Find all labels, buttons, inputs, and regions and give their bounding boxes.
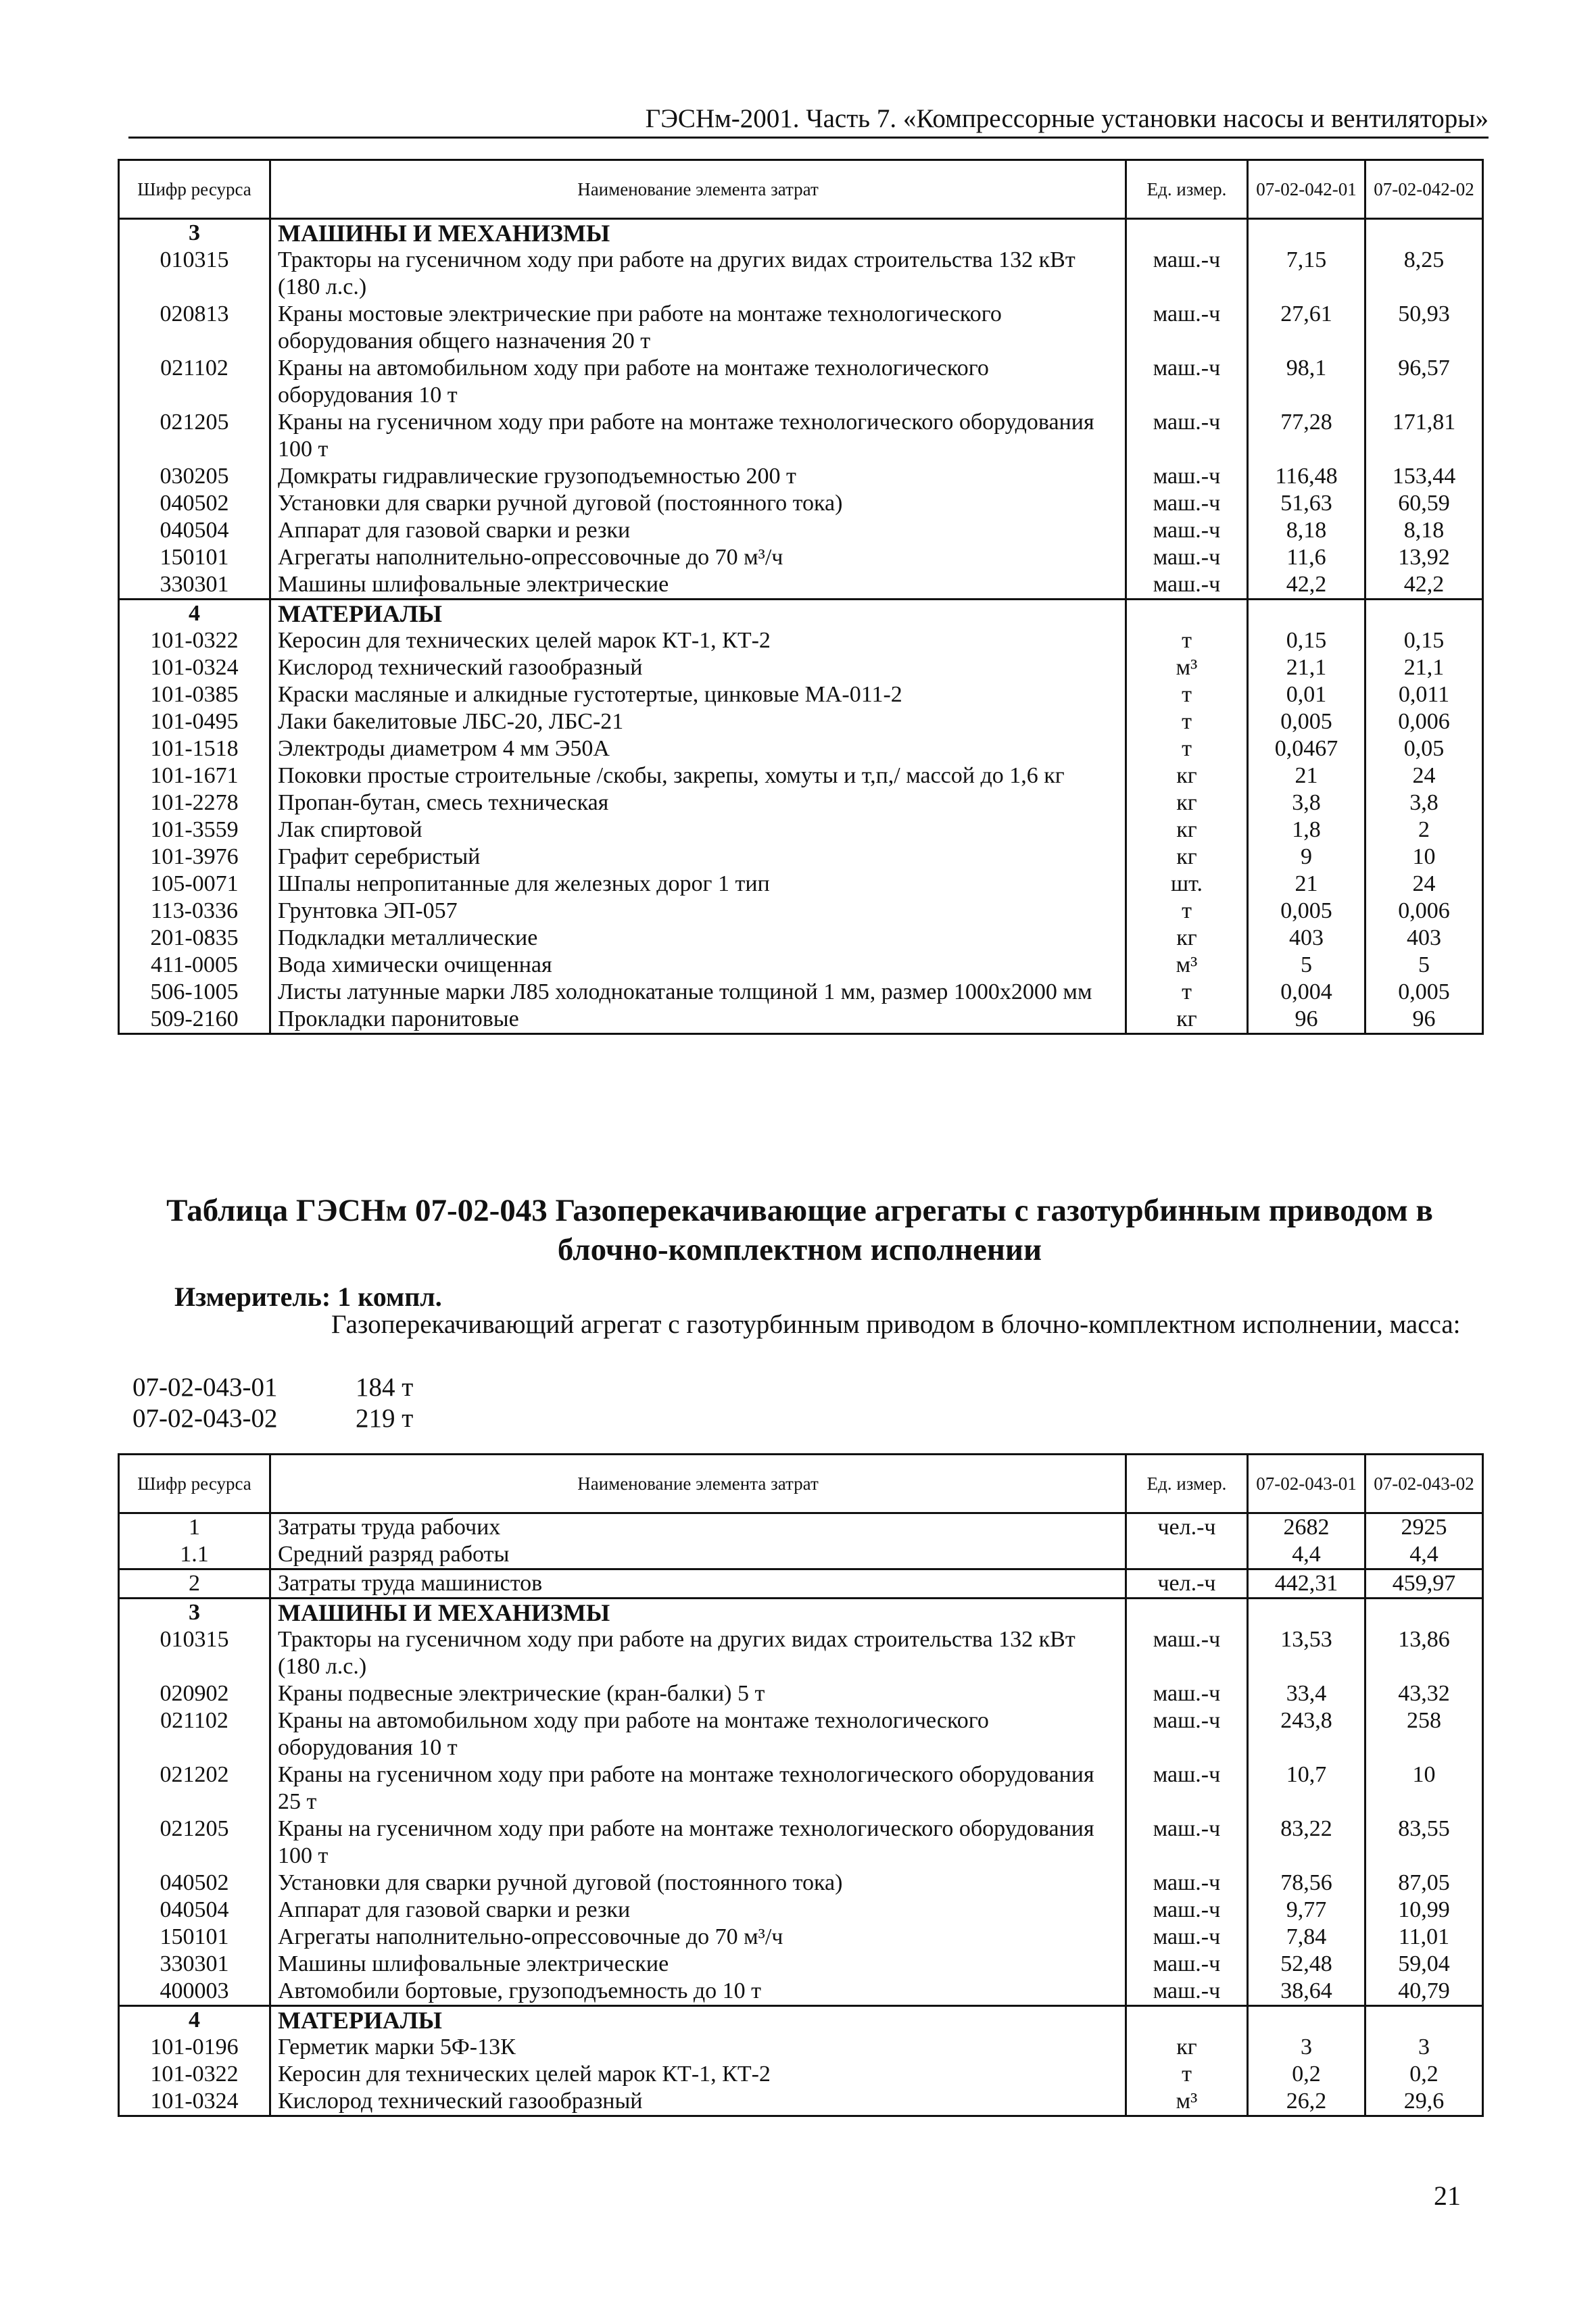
value-variant-2: 4,4 [1365, 1541, 1483, 1569]
value-variant-2: 50,93 [1365, 301, 1483, 355]
value-variant-1: 27,61 [1248, 301, 1365, 355]
value-variant-1: 0,0467 [1248, 735, 1365, 762]
unit-cell: маш.-ч [1126, 571, 1248, 600]
resource-name: Тракторы на гусеничном ходу при работе на других видах строительства 132 кВт (180 л.с.) [270, 1626, 1126, 1680]
column-header-variant-2: 07-02-043-02 [1365, 1455, 1483, 1513]
resource-code: 330301 [119, 1951, 270, 1978]
value-variant-1: 1,8 [1248, 817, 1365, 844]
unit-cell: маш.-ч [1126, 1870, 1248, 1897]
table-row [119, 2034, 1483, 2061]
table-row [119, 2061, 1483, 2088]
resource-code: 010315 [119, 1626, 270, 1680]
resource-name: Краски масляные и алкидные густотертые, цинковые МА-011-2 [270, 681, 1126, 708]
resource-code: 040504 [119, 517, 270, 544]
value-variant-2: 0,011 [1365, 681, 1483, 708]
unit-cell: т [1126, 898, 1248, 925]
value-variant-2 [1365, 1599, 1483, 1627]
table-row [119, 789, 1483, 817]
value-variant-1: 11,6 [1248, 544, 1365, 571]
value-variant-2: 40,79 [1365, 1978, 1483, 2006]
table-row [119, 1626, 1483, 1680]
value-variant-2: 10 [1365, 844, 1483, 871]
resource-code: 113-0336 [119, 898, 270, 925]
table-row [119, 627, 1483, 654]
value-variant-1 [1248, 2006, 1365, 2034]
value-variant-1: 0,005 [1248, 708, 1365, 735]
resource-name: Пропан-бутан, смесь техническая [270, 789, 1126, 817]
value-variant-2: 10 [1365, 1761, 1483, 1816]
table-row [119, 1816, 1483, 1870]
unit-cell: чел.-ч [1126, 1513, 1248, 1542]
value-variant-1: 98,1 [1248, 355, 1365, 409]
value-variant-1: 3,8 [1248, 789, 1365, 817]
value-variant-1: 3 [1248, 2034, 1365, 2061]
table-header-row [119, 160, 1483, 219]
table-row [119, 925, 1483, 952]
value-variant-1: 9,77 [1248, 1897, 1365, 1924]
resource-name: Тракторы на гусеничном ходу при работе на других видах строительства 132 кВт (180 л.с.) [270, 247, 1126, 301]
table-row [119, 544, 1483, 571]
value-variant-2: 0,15 [1365, 627, 1483, 654]
value-variant-1 [1248, 219, 1365, 247]
value-variant-2: 0,05 [1365, 735, 1483, 762]
measurement-unit: Измеритель: 1 компл. [174, 1282, 442, 1312]
unit-cell [1126, 600, 1248, 628]
value-variant-1: 0,01 [1248, 681, 1365, 708]
column-header-variant-1: 07-02-042-01 [1248, 160, 1365, 219]
value-variant-2: 42,2 [1365, 571, 1483, 600]
resource-code: 2 [119, 1569, 270, 1599]
resource-name: Агрегаты наполнительно-опрессовочные до 70 м³/ч [270, 1924, 1126, 1951]
value-variant-1: 13,53 [1248, 1626, 1365, 1680]
unit-cell: кг [1126, 844, 1248, 871]
resource-name: МАШИНЫ И МЕХАНИЗМЫ [270, 219, 1126, 247]
resource-code: 101-1671 [119, 762, 270, 789]
value-variant-1: 96 [1248, 1006, 1365, 1034]
resource-name: Краны на гусеничном ходу при работе на монтаже технологического оборудования 100 т [270, 409, 1126, 463]
value-variant-1: 21,1 [1248, 654, 1365, 681]
resource-name: Установки для сварки ручной дуговой (постоянного тока) [270, 490, 1126, 517]
table-row [119, 681, 1483, 708]
resource-code: 150101 [119, 1924, 270, 1951]
resource-name: Автомобили бортовые, грузоподъемность до 10 т [270, 1978, 1126, 2006]
value-variant-1: 78,56 [1248, 1870, 1365, 1897]
resource-code: 021102 [119, 355, 270, 409]
value-variant-1: 8,18 [1248, 517, 1365, 544]
table-row [119, 1006, 1483, 1034]
value-variant-1: 0,15 [1248, 627, 1365, 654]
table-row [119, 517, 1483, 544]
resource-code: 040502 [119, 1870, 270, 1897]
value-variant-1 [1248, 1599, 1365, 1627]
resource-name: Краны на гусеничном ходу при работе на монтаже технологического оборудования 25 т [270, 1761, 1126, 1816]
resource-name: МАТЕРИАЛЫ [270, 2006, 1126, 2034]
value-variant-2: 83,55 [1365, 1816, 1483, 1870]
unit-cell: маш.-ч [1126, 301, 1248, 355]
value-variant-2: 3,8 [1365, 789, 1483, 817]
table-row [119, 817, 1483, 844]
value-variant-2 [1365, 2006, 1483, 2034]
resource-name: Краны мостовые электрические при работе на монтаже технологического оборудования общего назначения 20 т [270, 301, 1126, 355]
unit-cell: кг [1126, 925, 1248, 952]
resource-name: Графит серебристый [270, 844, 1126, 871]
value-variant-1: 83,22 [1248, 1816, 1365, 1870]
table-row [119, 2088, 1483, 2116]
value-variant-2 [1365, 219, 1483, 247]
value-variant-2: 13,92 [1365, 544, 1483, 571]
value-variant-2: 0,2 [1365, 2061, 1483, 2088]
table-row [119, 1707, 1483, 1761]
table-title: Таблица ГЭСНм 07-02-043 Газоперекачивающие агрегаты с газотурбинным приводом в блочно-комплектном исполнении [166, 1193, 1433, 1267]
resource-name: Краны на гусеничном ходу при работе на монтаже технологического оборудования 100 т [270, 1816, 1126, 1870]
resource-name: Грунтовка ЭП-057 [270, 898, 1126, 925]
table-header-row [119, 1455, 1483, 1513]
value-variant-1: 42,2 [1248, 571, 1365, 600]
variant-line [132, 1403, 413, 1434]
value-variant-2: 403 [1365, 925, 1483, 952]
value-variant-1: 38,64 [1248, 1978, 1365, 2006]
unit-cell [1126, 1541, 1248, 1569]
table-row [119, 708, 1483, 735]
resource-code: 400003 [119, 1978, 270, 2006]
column-header-code: Шифр ресурса [119, 1455, 270, 1513]
resource-code: 020813 [119, 301, 270, 355]
section-row [119, 2006, 1483, 2034]
table-row [119, 1978, 1483, 2006]
resource-name: Затраты труда рабочих [270, 1513, 1126, 1542]
unit-cell: маш.-ч [1126, 1680, 1248, 1707]
unit-cell: маш.-ч [1126, 1626, 1248, 1680]
resource-code: 101-0324 [119, 654, 270, 681]
value-variant-1: 33,4 [1248, 1680, 1365, 1707]
unit-cell: т [1126, 979, 1248, 1006]
value-variant-2: 24 [1365, 871, 1483, 898]
resource-code: 509-2160 [119, 1006, 270, 1034]
resource-code: 4 [119, 2006, 270, 2034]
resource-code: 330301 [119, 571, 270, 600]
value-variant-2 [1365, 600, 1483, 628]
resource-code: 1 [119, 1513, 270, 1542]
value-variant-2: 21,1 [1365, 654, 1483, 681]
resource-name: Керосин для технических целей марок КТ-1, КТ-2 [270, 627, 1126, 654]
unit-cell: маш.-ч [1126, 247, 1248, 301]
resource-name: Прокладки паронитовые [270, 1006, 1126, 1034]
value-variant-1: 51,63 [1248, 490, 1365, 517]
value-variant-2: 96,57 [1365, 355, 1483, 409]
table-row [119, 762, 1483, 789]
resource-code: 101-0495 [119, 708, 270, 735]
column-header-unit: Ед. измер. [1126, 160, 1248, 219]
value-variant-2: 171,81 [1365, 409, 1483, 463]
table-row [119, 871, 1483, 898]
table-row [119, 1951, 1483, 1978]
unit-cell: м³ [1126, 2088, 1248, 2116]
variant-mass: 184 т [356, 1373, 414, 1402]
table-row [119, 1680, 1483, 1707]
resource-name: Машины шлифовальные электрические [270, 571, 1126, 600]
unit-cell: т [1126, 627, 1248, 654]
value-variant-2: 59,04 [1365, 1951, 1483, 1978]
resource-code: 150101 [119, 544, 270, 571]
resource-code: 101-0322 [119, 2061, 270, 2088]
table-row [119, 1513, 1483, 1542]
resource-name: Краны подвесные электрические (кран-балки) 5 т [270, 1680, 1126, 1707]
unit-cell: т [1126, 708, 1248, 735]
unit-cell: кг [1126, 789, 1248, 817]
unit-cell: маш.-ч [1126, 490, 1248, 517]
value-variant-1: 7,15 [1248, 247, 1365, 301]
section-row [119, 600, 1483, 628]
value-variant-1: 0,005 [1248, 898, 1365, 925]
resource-code: 020902 [119, 1680, 270, 1707]
value-variant-1: 116,48 [1248, 463, 1365, 490]
value-variant-1: 403 [1248, 925, 1365, 952]
value-variant-2: 258 [1365, 1707, 1483, 1761]
value-variant-1: 4,4 [1248, 1541, 1365, 1569]
value-variant-1: 10,7 [1248, 1761, 1365, 1816]
value-variant-1 [1248, 600, 1365, 628]
value-variant-1: 26,2 [1248, 2088, 1365, 2116]
table-row [119, 898, 1483, 925]
column-header-unit: Ед. измер. [1126, 1455, 1248, 1513]
unit-cell: т [1126, 735, 1248, 762]
unit-cell: кг [1126, 762, 1248, 789]
resource-code: 101-0196 [119, 2034, 270, 2061]
resource-name: Вода химически очищенная [270, 952, 1126, 979]
table-row [119, 247, 1483, 301]
unit-cell [1126, 2006, 1248, 2034]
value-variant-2: 96 [1365, 1006, 1483, 1034]
unit-cell: т [1126, 2061, 1248, 2088]
running-header: ГЭСНм-2001. Часть 7. «Компрессорные установки насосы и вентиляторы» [128, 103, 1489, 139]
value-variant-1: 442,31 [1248, 1569, 1365, 1599]
resource-name: Машины шлифовальные электрические [270, 1951, 1126, 1978]
unit-cell: маш.-ч [1126, 1924, 1248, 1951]
resource-code: 201-0835 [119, 925, 270, 952]
unit-cell: м³ [1126, 952, 1248, 979]
value-variant-2: 0,006 [1365, 898, 1483, 925]
value-variant-1: 0,004 [1248, 979, 1365, 1006]
table-row [119, 571, 1483, 600]
unit-cell: маш.-ч [1126, 1951, 1248, 1978]
column-header-name: Наименование элемента затрат [270, 160, 1126, 219]
unit-cell: кг [1126, 2034, 1248, 2061]
resource-code: 040502 [119, 490, 270, 517]
resource-code: 101-2278 [119, 789, 270, 817]
table-row [119, 952, 1483, 979]
unit-cell: маш.-ч [1126, 1978, 1248, 2006]
unit-cell [1126, 219, 1248, 247]
variant-code: 07-02-043-01 [132, 1373, 278, 1402]
table-row [119, 1761, 1483, 1816]
value-variant-2: 24 [1365, 762, 1483, 789]
resource-name: Листы латунные марки Л85 холоднокатаные толщиной 1 мм, размер 1000x2000 мм [270, 979, 1126, 1006]
resource-code: 3 [119, 219, 270, 247]
table-row [119, 1870, 1483, 1897]
resource-name: Шпалы непропитанные для железных дорог 1 тип [270, 871, 1126, 898]
resource-code: 411-0005 [119, 952, 270, 979]
value-variant-2: 87,05 [1365, 1870, 1483, 1897]
resource-code: 506-1005 [119, 979, 270, 1006]
resource-name: Герметик марки 5Ф-13К [270, 2034, 1126, 2061]
resource-name: Поковки простые строительные /скобы, закрепы, хомуты и т,п,/ массой до 1,6 кг [270, 762, 1126, 789]
section-row [119, 1599, 1483, 1627]
column-header-variant-2: 07-02-042-02 [1365, 160, 1483, 219]
table-row [119, 409, 1483, 463]
resource-code: 101-3976 [119, 844, 270, 871]
resource-name: Затраты труда машинистов [270, 1569, 1126, 1599]
unit-cell: маш.-ч [1126, 544, 1248, 571]
value-variant-2: 60,59 [1365, 490, 1483, 517]
table-row [119, 1541, 1483, 1569]
resource-name: Установки для сварки ручной дуговой (постоянного тока) [270, 1870, 1126, 1897]
resource-code: 101-0385 [119, 681, 270, 708]
resource-code: 010315 [119, 247, 270, 301]
resource-code: 101-3559 [119, 817, 270, 844]
unit-cell: кг [1126, 817, 1248, 844]
resource-name: Керосин для технических целей марок КТ-1, КТ-2 [270, 2061, 1126, 2088]
variant-line [132, 1372, 413, 1403]
value-variant-1: 52,48 [1248, 1951, 1365, 1978]
table-row [119, 301, 1483, 355]
resource-code: 1.1 [119, 1541, 270, 1569]
unit-cell: маш.-ч [1126, 517, 1248, 544]
unit-cell: м³ [1126, 654, 1248, 681]
table-row [119, 490, 1483, 517]
resource-name: Средний разряд работы [270, 1541, 1126, 1569]
table-row [119, 735, 1483, 762]
unit-cell: маш.-ч [1126, 1816, 1248, 1870]
unit-cell: маш.-ч [1126, 1761, 1248, 1816]
table-row [119, 463, 1483, 490]
resource-name: МАТЕРИАЛЫ [270, 600, 1126, 628]
resource-name: Кислород технический газообразный [270, 654, 1126, 681]
value-variant-2: 3 [1365, 2034, 1483, 2061]
table-row [119, 979, 1483, 1006]
unit-cell: шт. [1126, 871, 1248, 898]
value-variant-2: 2 [1365, 817, 1483, 844]
unit-cell: маш.-ч [1126, 1897, 1248, 1924]
table-row [119, 654, 1483, 681]
resource-name: Аппарат для газовой сварки и резки [270, 517, 1126, 544]
resource-code: 101-1518 [119, 735, 270, 762]
table-row [119, 844, 1483, 871]
value-variant-2: 2925 [1365, 1513, 1483, 1542]
value-variant-2: 459,97 [1365, 1569, 1483, 1599]
value-variant-2: 13,86 [1365, 1626, 1483, 1680]
resource-name: МАШИНЫ И МЕХАНИЗМЫ [270, 1599, 1126, 1627]
unit-cell: чел.-ч [1126, 1569, 1248, 1599]
table-row [119, 1897, 1483, 1924]
unit-cell [1126, 1599, 1248, 1627]
unit-cell: кг [1126, 1006, 1248, 1034]
resource-code: 101-0322 [119, 627, 270, 654]
resource-table-07-02-042 [118, 159, 1484, 1035]
value-variant-1: 9 [1248, 844, 1365, 871]
section-row [119, 219, 1483, 247]
value-variant-2: 29,6 [1365, 2088, 1483, 2116]
unit-cell: т [1126, 681, 1248, 708]
unit-cell: маш.-ч [1126, 1707, 1248, 1761]
resource-name: Подкладки металлические [270, 925, 1126, 952]
variant-mass: 219 т [356, 1404, 414, 1433]
value-variant-1: 21 [1248, 762, 1365, 789]
value-variant-2: 153,44 [1365, 463, 1483, 490]
column-header-code: Шифр ресурса [119, 160, 270, 219]
resource-code: 021205 [119, 409, 270, 463]
unit-cell: маш.-ч [1126, 409, 1248, 463]
unit-cell: маш.-ч [1126, 355, 1248, 409]
resource-code: 101-0324 [119, 2088, 270, 2116]
table-row [119, 355, 1483, 409]
resource-name: Агрегаты наполнительно-опрессовочные до 70 м³/ч [270, 544, 1126, 571]
value-variant-2: 8,25 [1365, 247, 1483, 301]
column-header-variant-1: 07-02-043-01 [1248, 1455, 1365, 1513]
resource-code: 3 [119, 1599, 270, 1627]
value-variant-1: 2682 [1248, 1513, 1365, 1542]
resource-code: 021202 [119, 1761, 270, 1816]
resource-name: Аппарат для газовой сварки и резки [270, 1897, 1126, 1924]
value-variant-2: 43,32 [1365, 1680, 1483, 1707]
resource-code: 021102 [119, 1707, 270, 1761]
value-variant-2: 11,01 [1365, 1924, 1483, 1951]
resource-name: Электроды диаметром 4 мм Э50А [270, 735, 1126, 762]
value-variant-2: 8,18 [1365, 517, 1483, 544]
resource-name: Лаки бакелитовые ЛБС-20, ЛБС-21 [270, 708, 1126, 735]
resource-name: Краны на автомобильном ходу при работе на монтаже технологического оборудования 10 т [270, 1707, 1126, 1761]
value-variant-1: 21 [1248, 871, 1365, 898]
resource-name: Домкраты гидравлические грузоподъемностью 200 т [270, 463, 1126, 490]
unit-cell: маш.-ч [1126, 463, 1248, 490]
page-number: 21 [1434, 2180, 1461, 2211]
resource-code: 040504 [119, 1897, 270, 1924]
value-variant-2: 5 [1365, 952, 1483, 979]
resource-code: 105-0071 [119, 871, 270, 898]
work-description: Газоперекачивающий агрегат с газотурбинным приводом в блочно-комплектном исполнении, масса: [331, 1310, 1461, 1339]
value-variant-1: 243,8 [1248, 1707, 1365, 1761]
value-variant-1: 0,2 [1248, 2061, 1365, 2088]
column-header-name: Наименование элемента затрат [270, 1455, 1126, 1513]
resource-code: 021205 [119, 1816, 270, 1870]
resource-name: Кислород технический газообразный [270, 2088, 1126, 2116]
value-variant-1: 77,28 [1248, 409, 1365, 463]
resource-code: 4 [119, 600, 270, 628]
table-row [119, 1924, 1483, 1951]
resource-code: 030205 [119, 463, 270, 490]
table-row [119, 1569, 1483, 1599]
value-variant-2: 0,005 [1365, 979, 1483, 1006]
variant-code: 07-02-043-02 [132, 1404, 278, 1433]
value-variant-1: 5 [1248, 952, 1365, 979]
resource-name: Краны на автомобильном ходу при работе на монтаже технологического оборудования 10 т [270, 355, 1126, 409]
resource-table-07-02-043 [118, 1453, 1484, 2117]
value-variant-2: 10,99 [1365, 1897, 1483, 1924]
resource-name: Лак спиртовой [270, 817, 1126, 844]
value-variant-1: 7,84 [1248, 1924, 1365, 1951]
value-variant-2: 0,006 [1365, 708, 1483, 735]
